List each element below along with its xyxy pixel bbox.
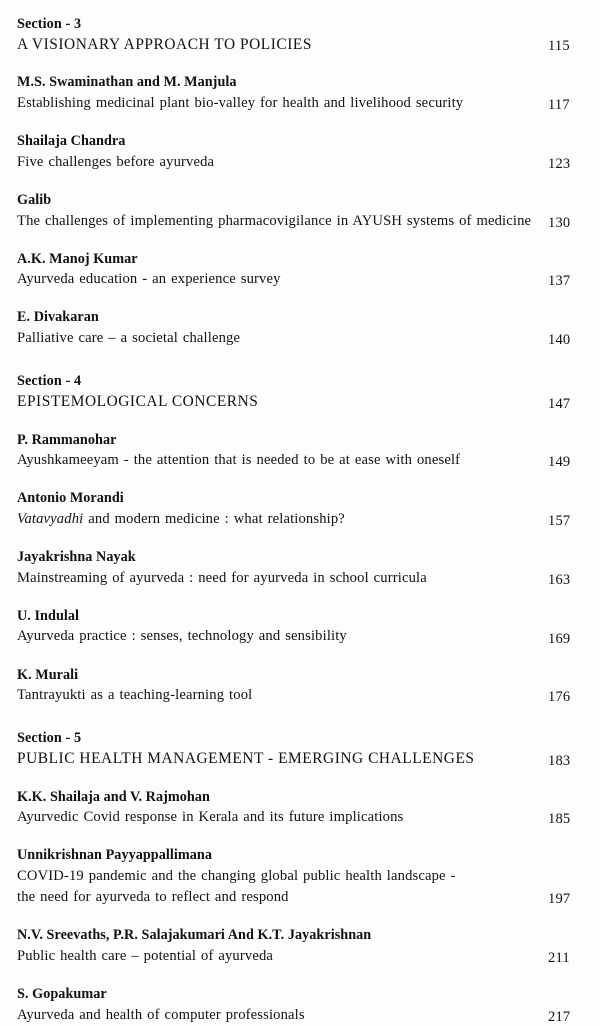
entry-title-row[interactable] <box>17 211 578 232</box>
entry-title-line <box>17 509 548 530</box>
toc-entry <box>17 547 578 589</box>
entry-page-number[interactable]: 197 <box>548 891 571 908</box>
toc-section <box>17 371 578 706</box>
toc-entry <box>17 787 578 829</box>
entry-authors: E. Divakaran <box>17 309 99 326</box>
entry-title-row[interactable] <box>17 450 578 471</box>
section-label: Section - 5 <box>17 730 82 747</box>
entry-authors: M.S. Swaminathan and M. Manjula <box>17 74 237 91</box>
entry-page-number[interactable]: 137 <box>548 273 571 290</box>
entry-page-number[interactable]: 176 <box>548 689 571 706</box>
entry-title-row[interactable] <box>17 328 578 349</box>
entry-title-row[interactable] <box>17 568 578 589</box>
entry-title-row[interactable] <box>17 946 578 967</box>
entry-authors-row <box>17 488 578 509</box>
entry-page-number[interactable]: 211 <box>548 950 570 967</box>
entry-authors-row <box>17 72 578 93</box>
entry-title <box>17 509 548 530</box>
entry-authors: K. Murali <box>17 666 79 683</box>
entry-title-text: and modern medicine : what relationship? <box>83 510 345 527</box>
section-heading-row[interactable] <box>17 14 578 55</box>
entry-title-row[interactable] <box>17 866 578 908</box>
toc-entry <box>17 307 578 349</box>
entry-title <box>17 450 548 471</box>
entry-title-row[interactable] <box>17 93 578 114</box>
entry-title-row[interactable] <box>17 509 578 530</box>
entry-authors: Unnikrishnan Payyappallimana <box>17 847 212 864</box>
entry-title-line: Palliative care – a societal challenge <box>17 330 241 346</box>
section-heading-text <box>17 371 548 412</box>
entry-title-line: Ayurveda education - an experience survey <box>17 271 281 288</box>
entry-title-line: Ayurveda and health of computer professionals <box>17 1006 305 1023</box>
entry-page-number[interactable]: 140 <box>548 332 571 349</box>
entry-title <box>17 1005 548 1026</box>
entry-authors: U. Indulal <box>17 607 80 624</box>
section-heading-row[interactable] <box>17 728 578 769</box>
entry-page-number[interactable]: 123 <box>548 155 571 172</box>
entry-authors: S. Gopakumar <box>17 986 107 1003</box>
section-heading-row[interactable] <box>17 371 578 412</box>
toc-entry <box>17 131 578 173</box>
entry-page-number[interactable]: 149 <box>548 454 571 471</box>
entry-title <box>17 807 548 828</box>
toc-entry <box>17 488 578 530</box>
entry-title <box>17 946 548 967</box>
toc-entry <box>17 249 578 291</box>
entry-page-number[interactable]: 130 <box>548 214 571 231</box>
entry-title <box>17 269 548 290</box>
toc-entry <box>17 984 578 1026</box>
entry-page-number[interactable]: 157 <box>548 513 571 530</box>
entry-authors-row <box>17 925 578 946</box>
entry-authors-row <box>17 606 578 627</box>
entry-page-number[interactable]: 217 <box>548 1008 571 1025</box>
entry-title <box>17 211 548 232</box>
entry-authors: N.V. Sreevaths, P.R. Salajakumari And K.T. Jayakrishnan <box>17 927 372 944</box>
entry-title-line: Public health care – potential of ayurveda <box>17 947 274 964</box>
entry-authors: Antonio Morandi <box>17 490 124 507</box>
entry-authors: A.K. Manoj Kumar <box>17 250 138 267</box>
entry-authors-row <box>17 547 578 568</box>
entry-authors-row <box>17 430 578 451</box>
section-title: EPISTEMOLOGICAL CONCERNS <box>17 393 259 411</box>
entry-authors: Shailaja Chandra <box>17 133 126 150</box>
section-label: Section - 4 <box>17 373 82 390</box>
entry-page-number[interactable]: 163 <box>548 571 571 588</box>
entry-title-row[interactable] <box>17 152 578 173</box>
entry-authors-row <box>17 845 578 866</box>
entry-authors: K.K. Shailaja and V. Rajmohan <box>17 788 210 805</box>
entry-title-line: Ayushkameeyam - the attention that is needed to be at ease with oneself <box>17 452 461 469</box>
entry-title-line: Ayurvedic Covid response in Kerala and its future implications <box>17 809 404 826</box>
entry-title <box>17 685 548 706</box>
entry-authors-row <box>17 307 578 328</box>
entry-title <box>17 866 548 908</box>
entry-authors-row <box>17 984 578 1005</box>
entry-title <box>17 93 548 114</box>
entry-authors-row <box>17 665 578 686</box>
section-label: Section - 3 <box>17 16 82 32</box>
section-heading-text <box>17 14 548 55</box>
entry-title-row[interactable] <box>17 269 578 290</box>
toc-entry <box>17 925 578 967</box>
toc-entry <box>17 606 578 648</box>
entry-page-number[interactable]: 185 <box>548 811 571 828</box>
toc-entry <box>17 72 578 114</box>
entry-title-row[interactable] <box>17 1005 578 1026</box>
section-title: PUBLIC HEALTH MANAGEMENT - EMERGING CHALLENGES <box>17 750 475 768</box>
toc-section <box>17 14 578 349</box>
toc-entry <box>17 430 578 472</box>
entry-title <box>17 626 548 647</box>
section-page-number[interactable]: 115 <box>548 38 570 55</box>
entry-title-line: Five challenges before ayurveda <box>17 153 215 170</box>
entry-authors-row <box>17 787 578 808</box>
entry-title <box>17 152 548 173</box>
entry-title-line: Mainstreaming of ayurveda : need for ayurveda in school curricula <box>17 569 427 586</box>
entry-authors-row <box>17 249 578 270</box>
section-page-number[interactable]: 147 <box>548 395 571 412</box>
toc-entry <box>17 665 578 707</box>
entry-title-line: Establishing medicinal plant bio-valley for health and livelihood security <box>17 95 464 111</box>
section-heading-text <box>17 728 548 769</box>
entry-title-line: The challenges of implementing pharmacovigilance in AYUSH systems of medicine <box>17 212 532 229</box>
entry-title-line: Tantrayukti as a teaching-learning tool <box>17 687 253 704</box>
section-page-number[interactable]: 183 <box>548 752 571 769</box>
entry-authors: Jayakrishna Nayak <box>17 549 136 566</box>
entry-title-line: COVID-19 pandemic and the changing global public health landscape - <box>17 868 456 885</box>
toc-entry <box>17 190 578 232</box>
entry-authors-row <box>17 190 578 211</box>
entry-title <box>17 568 548 589</box>
toc-content <box>17 14 578 1026</box>
entry-title-row[interactable] <box>17 807 578 828</box>
entry-title <box>17 328 548 349</box>
entry-page-number[interactable]: 117 <box>548 97 570 114</box>
section-title: A VISIONARY APPROACH TO POLICIES <box>17 36 312 54</box>
entry-authors-row <box>17 131 578 152</box>
entry-page-number[interactable]: 169 <box>548 630 571 647</box>
entry-title-row[interactable] <box>17 626 578 647</box>
entry-title-line: the need for ayurveda to reflect and respond <box>17 889 289 906</box>
entry-title-italic-term: Vatavyadhi <box>17 510 84 527</box>
toc-entry <box>17 845 578 908</box>
entry-authors: Galib <box>17 191 52 208</box>
entry-authors: P. Rammanohar <box>17 431 117 448</box>
entry-title-line: Ayurveda practice : senses, technology and sensibility <box>17 628 347 645</box>
toc-section <box>17 728 578 1026</box>
entry-title-row[interactable] <box>17 685 578 706</box>
